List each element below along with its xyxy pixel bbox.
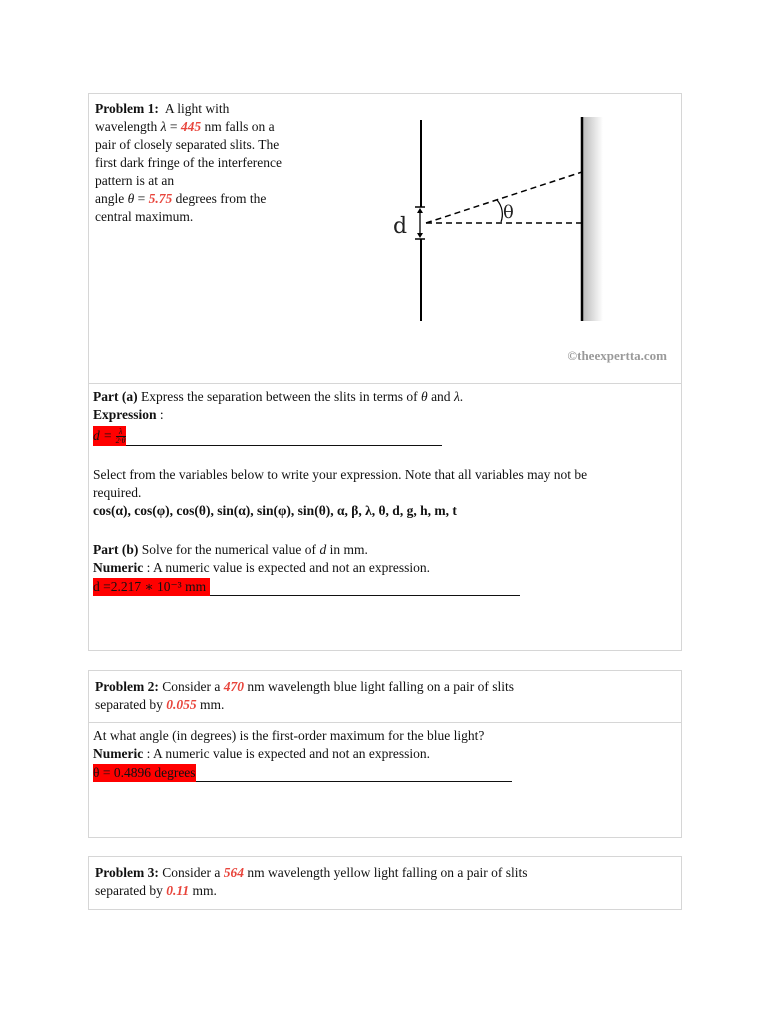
problem-2-card (88, 670, 682, 838)
problem-1-text: angle (95, 191, 128, 206)
problem-2-part (93, 727, 673, 782)
d-label: d (393, 214, 408, 239)
answer-lhs: d = (93, 428, 116, 443)
fraction-denominator: 2·θ (115, 436, 126, 446)
equals-sign: = (166, 119, 181, 134)
divider (89, 722, 681, 723)
variables-list: cos(α), cos(φ), cos(θ), sin(α), sin(φ), sin(θ), α, β, λ, θ, d, g, h, m, t (93, 503, 457, 518)
numeric-label: Numeric (93, 746, 144, 761)
problem-2-text: separated by (95, 697, 167, 712)
part-a-answer (93, 426, 126, 446)
theta-symbol: θ (421, 389, 428, 404)
separation-value: 0.11 (166, 883, 190, 898)
part-b-answer: d =2.217 ∗ 10⁻³ mm (93, 578, 210, 596)
wavelength-value: 470 (223, 679, 244, 694)
problem-2-text: nm wavelength blue light falling on a pair of slits (244, 679, 514, 694)
problem-3-text: Consider a (158, 865, 224, 880)
problem-3-text: separated by (95, 883, 167, 898)
copyright: ©theexpertta.com (567, 348, 667, 363)
problem-1-statement: Problem 1: A light with wavelength λ = 445 nm falls on a pair of closely separated slits. The first dark fringe of the interference pattern is at an angle θ = 5.75 degrees from the central maximum. (95, 100, 315, 226)
problem-1-card (88, 93, 682, 651)
double-slit-diagram (379, 112, 619, 324)
problem-2-text: Consider a (158, 679, 224, 694)
answer-underline (196, 763, 512, 782)
problem-1-label: Problem 1: (95, 101, 159, 116)
part-b-label: Part (b) (93, 542, 139, 557)
problem-1-text: wavelength (95, 119, 158, 134)
problem-2-label: Problem 2: (95, 679, 159, 694)
part-b (93, 541, 673, 596)
variables-instruction: Select from the variables below to write your expression. Note that all variables may not be (93, 467, 588, 482)
separation-value: 0.055 (166, 697, 197, 712)
d-symbol: d (319, 542, 327, 557)
part-a-label: Part (a) (93, 389, 138, 404)
problem-1-text: pattern is at an (95, 173, 175, 188)
problem-1-text: pair of closely separated slits. The (95, 137, 280, 152)
problem-2-text: mm. (196, 697, 225, 712)
problem-3-label: Problem 3: (95, 865, 159, 880)
problem-1-text: nm falls on a (201, 119, 275, 134)
problem-1-text: degrees from the (172, 191, 267, 206)
numeric-text: : A numeric value is expected and not an expression. (143, 560, 431, 575)
period: . (459, 389, 464, 404)
wavelength-value: 564 (223, 865, 244, 880)
problem-3-statement (95, 864, 675, 900)
answer-underline (126, 427, 442, 446)
problem-1-text: first dark fringe of the interference (95, 155, 283, 170)
part-a-text: and (427, 389, 454, 404)
fraction-numerator: λ (116, 428, 126, 437)
answer-fraction (116, 428, 126, 445)
problem-3-text: nm wavelength yellow light falling on a pair of slits (244, 865, 528, 880)
part-a (93, 388, 673, 520)
part-a-text: Express the separation between the slits in terms of (137, 389, 422, 404)
problem-1-text: A light with (164, 101, 230, 116)
problem-2-statement (95, 678, 675, 714)
part-b-text: Solve for the numerical value of (138, 542, 320, 557)
problem-3-text: mm. (189, 883, 217, 898)
variables-instruction: required. (93, 485, 142, 500)
numeric-text: : A numeric value is expected and not an expression. (143, 746, 431, 761)
screen-shading (583, 117, 603, 321)
problem-2-answer: θ = 0.4896 degrees (93, 765, 196, 780)
answer-underline (210, 577, 520, 596)
theta-symbol: θ (127, 191, 135, 206)
lambda-symbol: λ (453, 389, 460, 404)
angle-arc (497, 200, 502, 222)
divider (89, 383, 681, 384)
problem-2-question: At what angle (in degrees) is the first-order maximum for the blue light? (93, 728, 485, 743)
numeric-label: Numeric (93, 560, 144, 575)
wavelength-value: 445 (180, 119, 202, 134)
colon: : (156, 407, 164, 422)
problem-3-card (88, 856, 682, 910)
angle-value: 5.75 (148, 191, 173, 206)
lambda-symbol: λ (160, 119, 167, 134)
part-b-text: in mm. (326, 542, 368, 557)
theta-label: θ (503, 202, 514, 223)
problem-1-text: central maximum. (95, 209, 194, 224)
expression-label: Expression (93, 407, 157, 422)
